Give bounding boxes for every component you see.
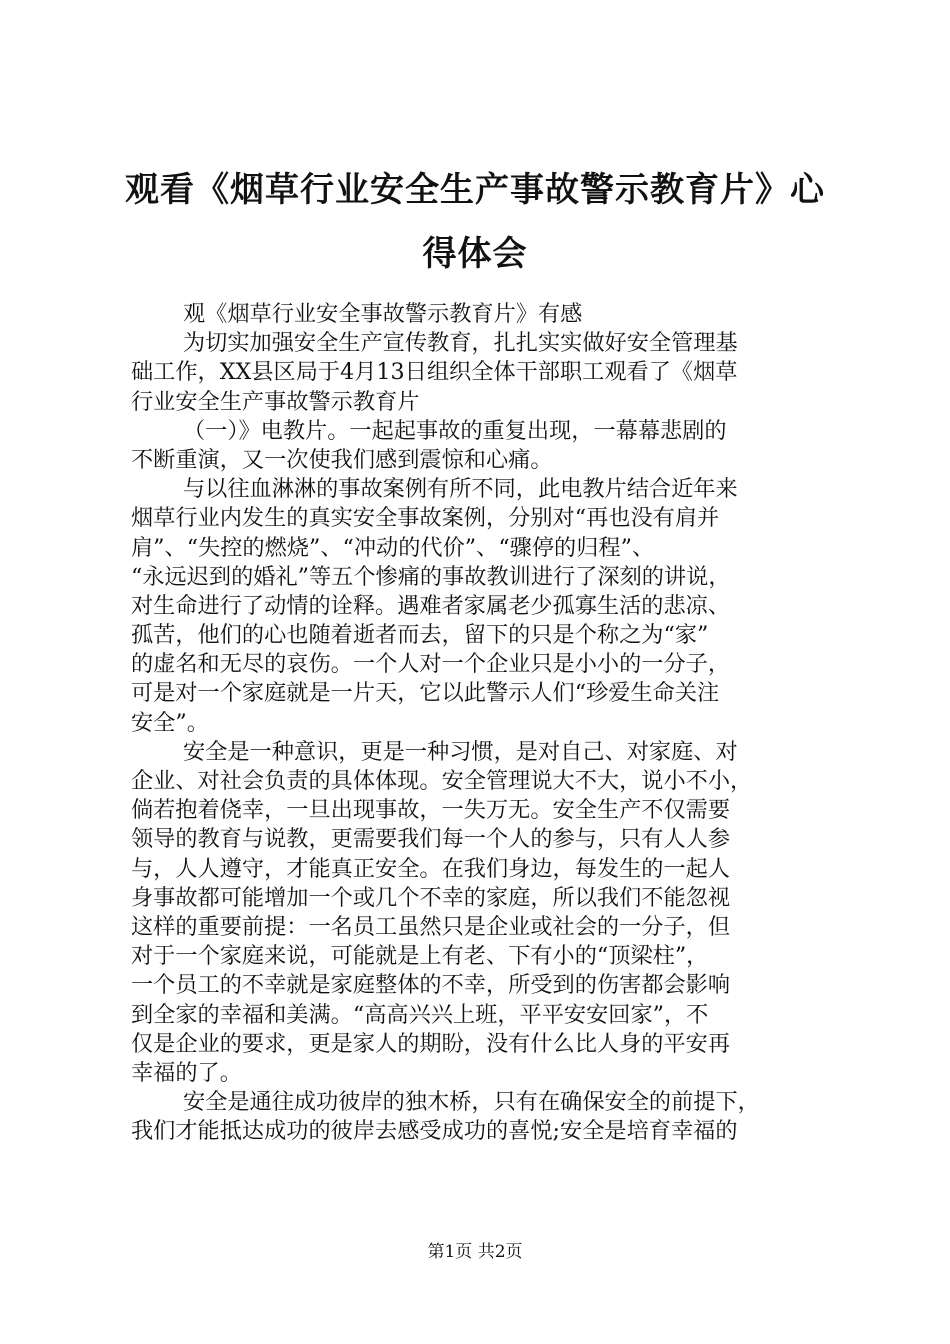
body-line: 幸福的了。 [131, 1059, 242, 1086]
body-line: 身事故都可能增加一个或几个不幸的家庭，所以我们不能忽视 [131, 884, 731, 911]
body-line: 我们才能抵达成功的彼岸去感受成功的喜悦;安全是培育幸福的 [131, 1118, 738, 1145]
body-line: 对于一个家庭来说，可能就是上有老、下有小的“顶梁柱”， [131, 943, 709, 970]
body-line: 础工作，XX县区局于4月13日组织全体干部职工观看了《烟草 [131, 359, 738, 386]
document-title [110, 158, 840, 286]
body-line: 一个员工的不幸就是家庭整体的不幸，所受到的伤害都会影响 [131, 972, 731, 999]
title-line-1: 观看《烟草行业安全生产事故警示教育片》心 [125, 170, 825, 210]
body-line: 安全”。 [131, 709, 209, 736]
body-line: 企业、对社会负责的具体体现。安全管理说大不大，说小不小， [131, 768, 753, 794]
body-line: （一）》电教片。一起起事故的重复出现，一幕幕悲剧的 [183, 417, 727, 444]
document-body [131, 300, 831, 1146]
body-line: 为切实加强安全生产宣传教育，扎扎实实做好安全管理基 [183, 330, 738, 357]
body-line: 倘若抱着侥幸，一旦出现事故，一失万无。安全生产不仅需要 [131, 797, 731, 824]
body-line: 的虚名和无尽的哀伤。一个人对一个企业只是小小的一分子， [131, 651, 731, 678]
body-line: 行业安全生产事故警示教育片 [131, 388, 420, 415]
body-line: 领导的教育与说教，更需要我们每一个人的参与，只有人人参 [131, 826, 731, 853]
body-line: 孤苦，他们的心也随着逝者而去，留下的只是个称之为“家” [131, 622, 709, 649]
body-line: 到全家的幸福和美满。“高高兴兴上班，平平安安回家”，不 [131, 1001, 709, 1028]
body-line: 可是对一个家庭就是一片天，它以此警示人们“珍爱生命关注 [131, 680, 720, 707]
body-line: 与，人人遵守，才能真正安全。在我们身边，每发生的一起人 [131, 855, 731, 882]
title-line-2: 得体会 [422, 234, 528, 274]
body-line: 安全是通往成功彼岸的独木桥，只有在确保安全的前提下， [183, 1089, 760, 1116]
body-line: 这样的重要前提：一名员工虽然只是企业或社会的一分子，但 [131, 913, 731, 940]
body-line: 与以往血淋淋的事故案例有所不同，此电教片结合近年来 [183, 476, 738, 503]
body-line: 安全是一种意识，更是一种习惯，是对自己、对家庭、对 [183, 738, 738, 765]
body-line: 肩”、“失控的燃烧”、“冲动的代价”、“骤停的归程”、 [131, 534, 655, 561]
body-line: “永远迟到的婚礼”等五个惨痛的事故教训进行了深刻的讲说， [131, 563, 731, 590]
body-line: 对生命进行了动情的诠释。遇难者家属老少孤寡生活的悲凉、 [131, 592, 731, 619]
body-line: 仅是企业的要求，更是家人的期盼，没有什么比人身的平安再 [131, 1030, 731, 1057]
body-line: 观《烟草行业安全事故警示教育片》有感 [183, 301, 583, 327]
body-line: 烟草行业内发生的真实安全事故案例，分别对“再也没有肩并 [131, 505, 720, 532]
page-footer: 第1页 共2页 [427, 1242, 523, 1262]
body-line: 不断重演，又一次使我们感到震惊和心痛。 [131, 446, 553, 473]
